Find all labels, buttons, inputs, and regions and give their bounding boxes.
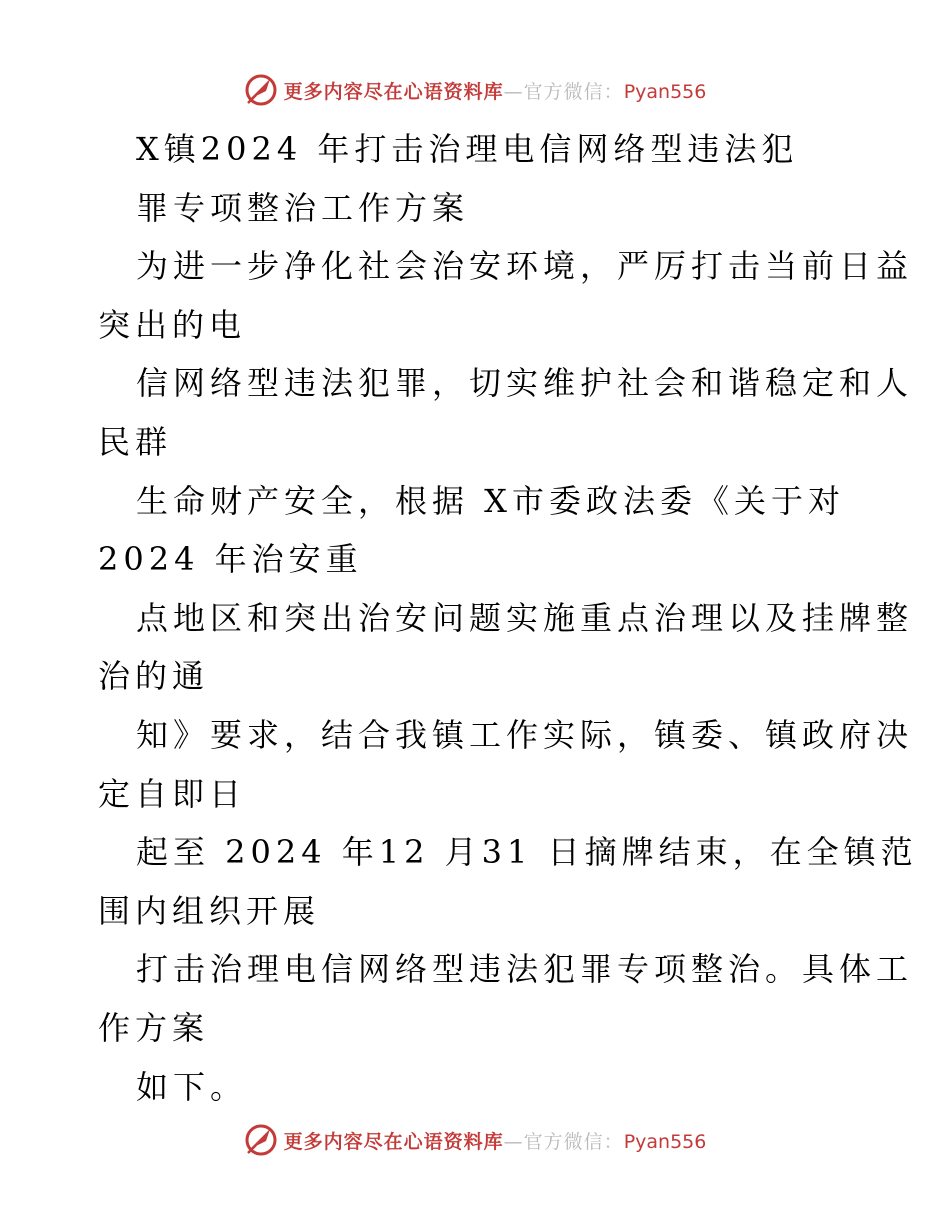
watermark-text (284, 1127, 707, 1154)
watermark-dash: — (503, 80, 524, 103)
paragraph-line: 生命财产安全，根据 X市委政法委《关于对 (136, 481, 845, 520)
watermark-wechat-id: Pyan556 (623, 80, 707, 103)
paragraph-line: 定自即日 (98, 774, 247, 813)
watermark-wechat-label: 官方微信： (523, 1130, 624, 1153)
document-body (98, 120, 918, 1116)
watermark-group (244, 73, 707, 107)
paragraph-line: 民群 (98, 422, 173, 461)
paragraph-line: 打击治理电信网络型违法犯罪专项整治。具体工 (136, 950, 914, 989)
paragraph-line: 作方案 (98, 1008, 210, 1047)
paragraph-line: 围内组织开展 (98, 891, 321, 930)
paragraph-line: 起至 2024 年12 月31 日摘牌结束，在全镇范 (136, 833, 918, 872)
watermark-wechat-id: Pyan556 (623, 1130, 707, 1153)
paragraph-line: 点地区和突出治安问题实施重点治理以及挂牌整 (136, 598, 914, 637)
title-line-1: X镇2024 年打击治理电信网络型违法犯 (136, 130, 799, 168)
quill-logo-icon (244, 1123, 278, 1157)
paragraph-line: 为进一步净化社会治安环境，严厉打击当前日益 (136, 247, 914, 286)
paragraph-line: 2024 年治安重 (98, 540, 363, 579)
footer-watermark (0, 1120, 950, 1160)
paragraph-line: 治的通 (98, 657, 210, 696)
quill-logo-icon (244, 73, 278, 107)
title-line-2: 罪专项整治工作方案 (136, 188, 470, 227)
watermark-dash: — (503, 1130, 524, 1153)
watermark-text (284, 77, 707, 104)
paragraph-line: 如下。 (136, 1067, 248, 1106)
paragraph-line: 知》要求，结合我镇工作实际，镇委、镇政府决 (136, 715, 914, 754)
watermark-site-text: 更多内容尽在心语资料库 (283, 1130, 504, 1153)
header-watermark (0, 70, 950, 110)
watermark-group (244, 1123, 707, 1157)
watermark-wechat-label: 官方微信： (523, 80, 624, 103)
watermark-site-text: 更多内容尽在心语资料库 (283, 80, 504, 103)
paragraph-line: 突出的电 (98, 305, 247, 344)
paragraph-line: 信网络型违法犯罪，切实维护社会和谐稳定和人 (136, 364, 914, 403)
